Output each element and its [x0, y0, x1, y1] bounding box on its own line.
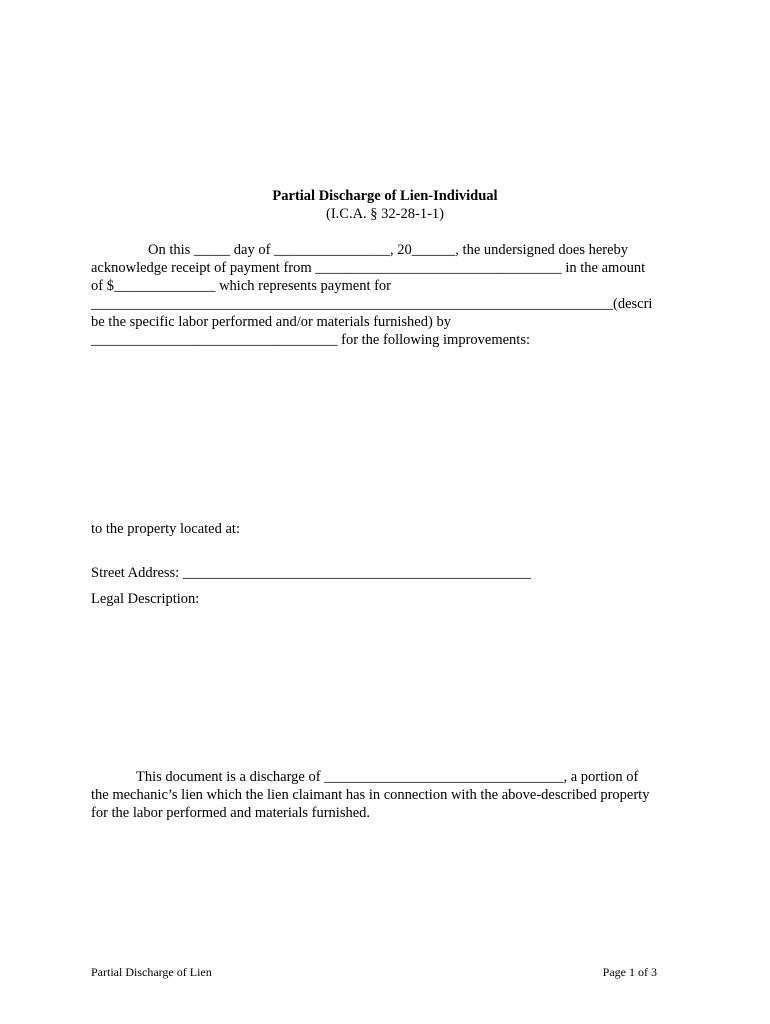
- paragraph2-line: This document is a discharge of _________________________________, a portion of: [136, 769, 639, 785]
- street-address-field: Street Address: ________________________________________________: [91, 565, 531, 581]
- paragraph2-line: the mechanic’s lien which the lien claimant has in connection with the above-described property: [91, 787, 650, 803]
- paragraph1-line: be the specific labor performed and/or materials furnished) by: [91, 314, 451, 330]
- paragraph1-line: of $______________ which represents payment for: [91, 278, 392, 294]
- statute-citation: (I.C.A. § 32-28-1-1): [326, 206, 444, 222]
- paragraph2-line: for the labor performed and materials furnished.: [91, 805, 371, 821]
- footer-title: Partial Discharge of Lien: [91, 965, 212, 979]
- paragraph1-line: On this _____ day of ________________, 20______, the undersigned does hereby: [148, 242, 629, 258]
- footer-page-number: Page 1 of 3: [602, 965, 657, 979]
- paragraph1-line: acknowledge receipt of payment from __________________________________ in the amount: [91, 260, 646, 276]
- legal-description-label: Legal Description:: [91, 591, 200, 607]
- document-title: Partial Discharge of Lien-Individual: [272, 188, 498, 204]
- paragraph1-line: __________________________________ for the following improvements:: [91, 332, 530, 348]
- property-intro: to the property located at:: [91, 521, 240, 537]
- paragraph1-line: ________________________________________________________________________(descri: [91, 296, 653, 312]
